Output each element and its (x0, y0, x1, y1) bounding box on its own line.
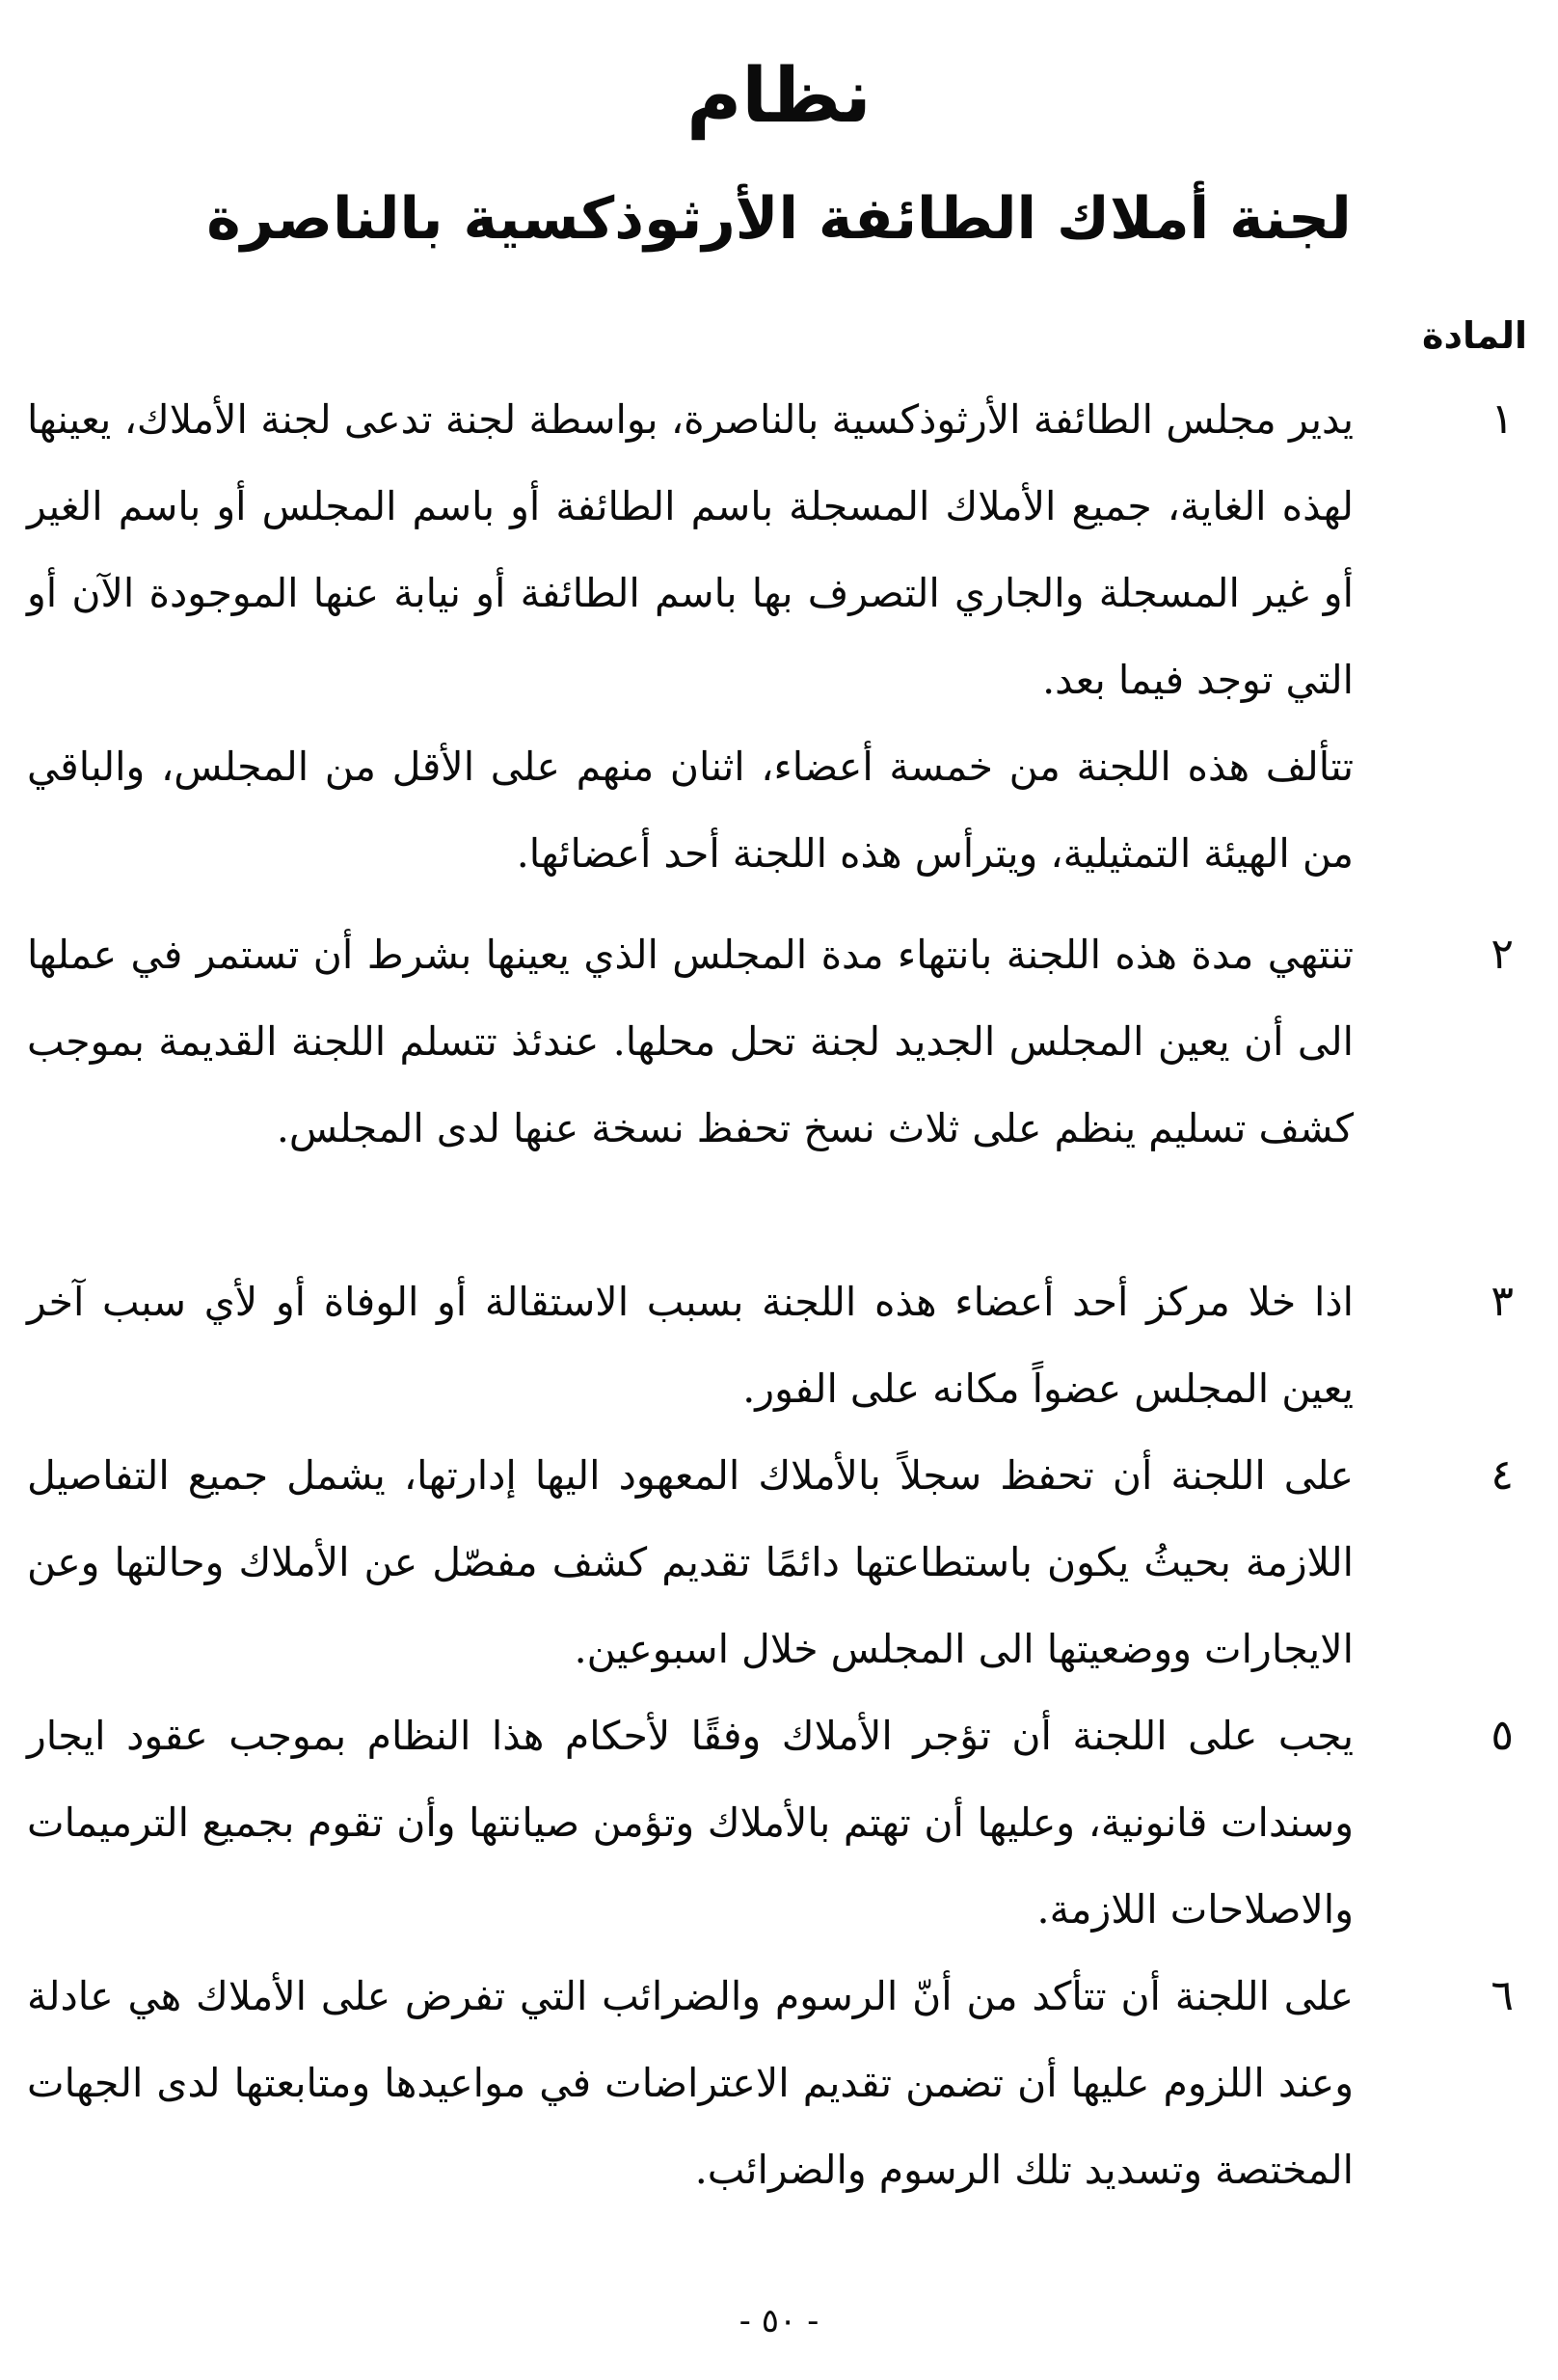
article-3 (27, 1258, 1527, 1432)
article-paragraph: يجب على اللجنة أن تؤجر الأملاك وفقًا لأحكام هذا النظام بموجب عقود ايجار وسندات قانونية، وعليها أن تهتم بالأملاك وتؤمن صيانتها وأن تقوم بجميع الترميمات والاصلاحات اللازمة. (27, 1713, 1354, 1933)
article-paragraph: تتألف هذه اللجنة من خمسة أعضاء، اثنان منهم على الأقل من المجلس، والباقي من الهيئة التمثيلية، ويترأس هذه اللجنة أحد أعضائها. (27, 744, 1354, 877)
article-number: ١ (1491, 394, 1514, 444)
article-paragraph: يدير مجلس الطائفة الأرثوذكسية بالناصرة، بواسطة لجنة تدعى لجنة الأملاك، يعينها لهذه الغاية، جميع الأملاك المسجلة باسم الطائفة أو باسم المجلس أو باسم الغير أو غير المسجلة والجاري التصرف بها باسم الطائفة أو نيابة عنها الموجودة الآن أو التي توجد فيما بعد. (27, 396, 1354, 703)
article-body (27, 1258, 1354, 1432)
article-body (27, 1432, 1354, 1692)
article-number: ٣ (1491, 1277, 1514, 1326)
article-body (27, 1953, 1354, 2213)
article-paragraph: على اللجنة أن تتأكد من أنّ الرسوم والضرائب التي تفرض على الأملاك هي عادلة وعند اللزوم عليها أن تضمن تقديم الاعتراضات في مواعيدها ومتابعتها لدى الجهات المختصة وتسديد تلك الرسوم والضرائب. (27, 1973, 1354, 2193)
article-6 (27, 1953, 1527, 2213)
document-subtitle: لجنة أملاك الطائفة الأرثوذكسية بالناصرة (206, 185, 1352, 253)
page-number: - ٥٠ - (739, 2302, 819, 2340)
article-number: ٤ (1491, 1450, 1514, 1500)
article-number: ٦ (1491, 1971, 1514, 2020)
article-number: ٢ (1491, 930, 1514, 979)
article-paragraph: تنتهي مدة هذه اللجنة بانتهاء مدة المجلس الذي يعينها بشرط أن تستمر في عملها الى أن يعين المجلس الجديد لجنة تحل محلها. عندئذ تتسلم اللجنة القديمة بموجب كشف تسليم ينظم على ثلاث نسخ تحفظ نسخة عنها لدى المجلس. (27, 932, 1354, 1151)
article-paragraph: على اللجنة أن تحفظ سجلاً بالأملاك المعهود اليها إدارتها، يشمل جميع التفاصيل اللازمة بحيثُ يكون باستطاعتها دائمًا تقديم كشف مفصّل عن الأملاك وحالتها وعن الايجارات ووضعيتها الى المجلس خلال اسبوعين. (27, 1452, 1354, 1672)
article-5 (27, 1692, 1527, 1953)
article-body (27, 1692, 1354, 1953)
article-4 (27, 1432, 1527, 1692)
article-2 (27, 911, 1527, 1172)
article-paragraph: اذا خلا مركز أحد أعضاء هذه اللجنة بسبب الاستقالة أو الوفاة أو لأي سبب آخر يعين المجلس عضواً مكانه على الفور. (27, 1279, 1354, 1412)
document-title: نظام (686, 53, 872, 140)
article-body (27, 911, 1354, 1172)
article-number: ٥ (1491, 1711, 1514, 1760)
article-1 (27, 376, 1527, 897)
article-body (27, 376, 1354, 897)
article-column-label: المادة (1422, 314, 1527, 357)
